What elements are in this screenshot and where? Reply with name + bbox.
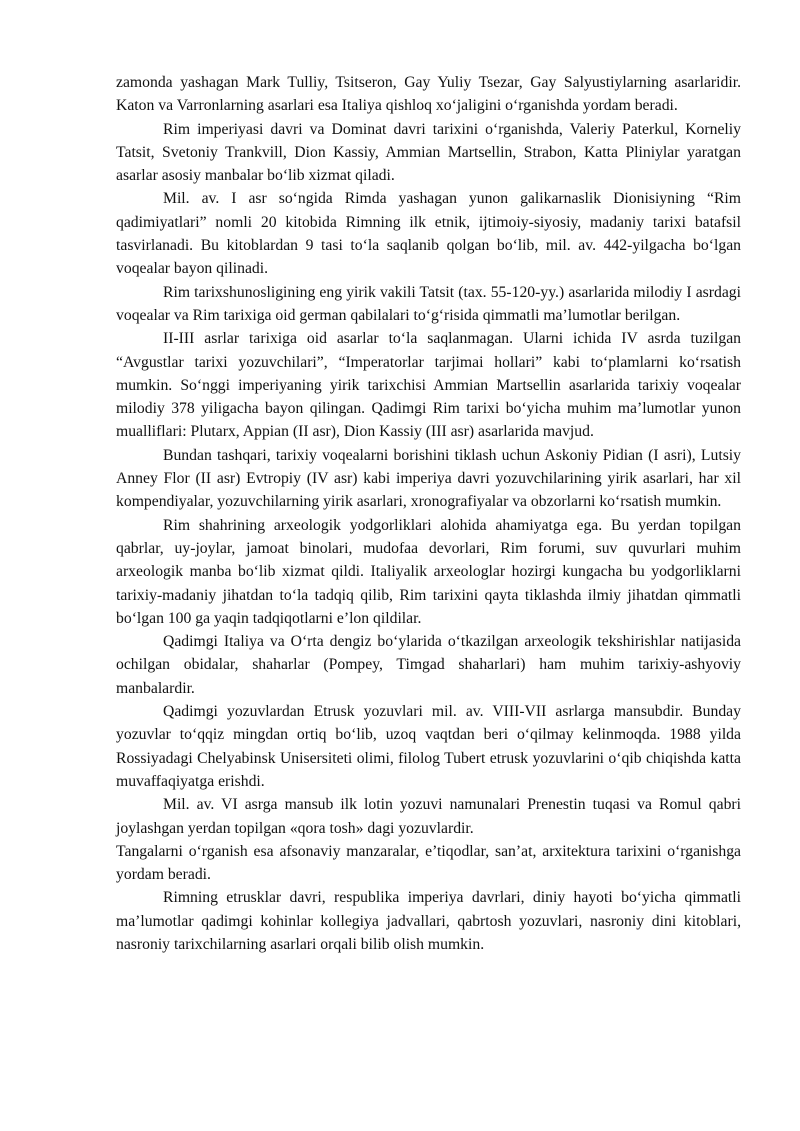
- paragraph-5: II-III asrlar tarixiga oid asarlar to‘la saqlanmagan. Ularni ichida IV asrda tuzilgan “Avgustlar tarixi yozuvchilari”, “Imperatorlar tarjimai hollari” kabi to‘plamlarni ko‘rsatish mumkin. So‘nggi imperiyaning yirik tarixchisi Ammian Martsellin asarlarida tarixiy voqealar milodiy 378 yiligacha bayon qilingan. Qadimgi Rim tarixi bo‘yicha muhim ma’lumotlar yunon mualliflari: Plutarx, Appian (II asr), Dion Kassiy (III asr) asarlarida mavjud.: [116, 330, 741, 441]
- document-page: [116, 71, 741, 956]
- paragraph-4: Rim tarixshunosligining eng yirik vakili Tatsit (tax. 55-120-yy.) asarlarida milodiy I asrdagi voqealar va Rim tarixiga oid german qabilalari to‘g‘risida qimmatli ma’lumotlar berilgan.: [116, 283, 741, 324]
- paragraph-10: Mil. av. VI asrga mansub ilk lotin yozuvi namunalari Prenestin tuqasi va Romul qabri joylashgan yerdan topilgan «qora tosh» dagi yozuvlardir.: [116, 796, 741, 837]
- paragraph-1: zamonda yashagan Mark Tulliy, Tsitseron, Gay Yuliy Tsezar, Gay Salyustiylarning asarlaridir. Katon va Varronlarning asarlari esa Italiya qishloq xo‘jaligini o‘rganishda yordam beradi.: [116, 74, 741, 115]
- paragraph-8: Qadimgi Italiya va O‘rta dengiz bo‘ylarida o‘tkazilgan arxeologik tekshirishlar natijasida ochilgan obidalar, shaharlar (Pompey, Timgad shaharlari) ham muhim tarixiy-ashyoviy manbalardir.: [116, 633, 741, 697]
- paragraph-2: Rim imperiyasi davri va Dominat davri tarixini o‘rganishda, Valeriy Paterkul, Korneliy Tatsit, Svetoniy Trankvill, Dion Kassiy, Ammian Martsellin, Strabon, Katta Pliniylar yaratgan asarlar asosiy manbalar bo‘lib xizmat qiladi.: [116, 120, 741, 185]
- paragraph-6: Bundan tashqari, tarixiy voqealarni borishini tiklash uchun Askoniy Pidian (I asri), Lutsiy Anney Flor (II asr) Evtropiy (IV asr) kabi imperiya davri yozuvchilarining yirik asarlari, har xil kompendiyalar, yozuvchilarning yirik asarlari, xronografiyalar va obzorlarni ko‘rsatish mumkin.: [116, 446, 741, 511]
- paragraph-3: Mil. av. I asr so‘ngida Rimda yashagan yunon galikarnaslik Dionisiyning “Rim qadimiyatlari” nomli 20 kitobida Rimning ilk etnik, ijtimoiy-siyosiy, madaniy tarixi batafsil tasvirlanadi. Bu kitoblardan 9 tasi to‘la saqlanib qolgan bo‘lib, mil. av. 442-yilgacha bo‘lgan voqealar bayon qilinadi.: [116, 190, 741, 278]
- paragraph-9: Qadimgi yozuvlardan Etrusk yozuvlari mil. av. VIII-VII asrlarga mansubdir. Bunday yozuvlar to‘qqiz mingdan ortiq bo‘lib, uzoq vaqtdan beri o‘qilmay kelinmoqda. 1988 yilda Rossiyadagi Chelyabinsk Unisersiteti olimi, filolog Tubert etrusk yozuvlarini o‘qib chiqishda katta muvaffaqiyatga erishdi.: [116, 703, 741, 790]
- paragraph-11: Tangalarni o‘rganish esa afsonaviy manzaralar, e’tiqodlar, san’at, arxitektura tarixini o‘rganishga yordam beradi.: [116, 842, 741, 884]
- paragraph-12: Rimning etrusklar davri, respublika imperiya davrlari, diniy hayoti bo‘yicha qimmatli ma’lumotlar qadimgi kohinlar kollegiya jadvallari, qabrtosh yozuvlari, nasroniy dini kitoblari, nasroniy tarixchilarning asarlari orqali bilib olish mumkin.: [116, 889, 741, 953]
- paragraph-7: Rim shahrining arxeologik yodgorliklari alohida ahamiyatga ega. Bu yerdan topilgan qabrlar, uy-joylar, jamoat binolari, mudofaa devorlari, Rim forumi, suv quvurlari muhim arxeologik manba bo‘lib xizmat qildi. Italiyalik arxeologlar hozirgi kungacha bu yodgorliklarni tarixiy-madaniy jihatdan to‘la tadqiq qilib, Rim tarixini qayta tiklashda ilmiy jihatdan qimmatli bo‘lgan 100 ga yaqin tadqiqotlarni e’lon qildilar.: [116, 516, 741, 627]
